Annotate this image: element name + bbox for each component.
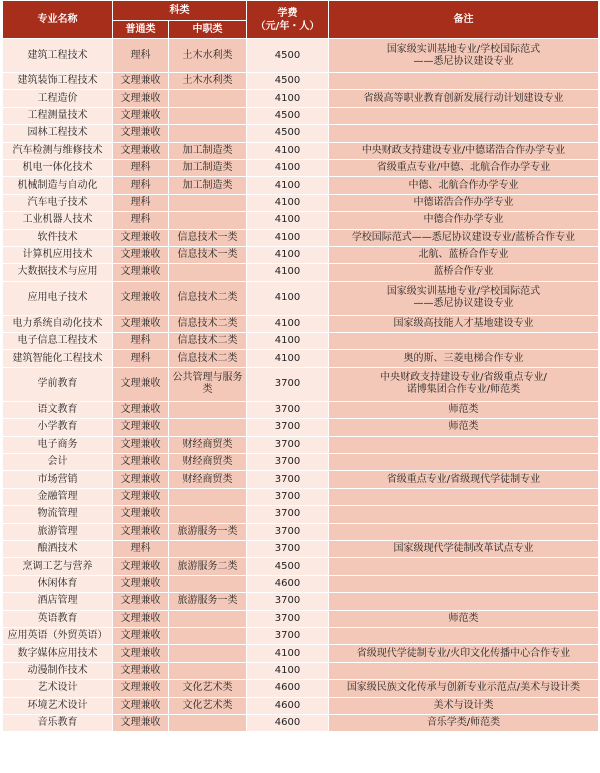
cell-vocational: 信息技术一类 <box>169 246 247 263</box>
cell-fee: 3700 <box>247 627 329 644</box>
cell-vocational <box>169 575 247 592</box>
cell-vocational <box>169 506 247 523</box>
cell-general: 文理兼收 <box>113 471 169 488</box>
note-line: ——悉尼协议建设专业 <box>413 298 514 310</box>
cell-fee: 4600 <box>247 714 329 731</box>
table-row <box>3 714 599 731</box>
cell-notes <box>329 367 599 401</box>
cell-notes <box>329 39 599 73</box>
cell-notes <box>329 662 599 679</box>
cell-notes <box>329 281 599 315</box>
table-row <box>3 401 599 418</box>
cell-fee: 4100 <box>247 177 329 194</box>
cell-general: 文理兼收 <box>113 610 169 627</box>
cell-fee: 4500 <box>247 558 329 575</box>
cell-general: 文理兼收 <box>113 125 169 142</box>
note-line: 师范类 <box>448 404 479 416</box>
cell-major: 工业机器人技术 <box>3 212 113 229</box>
table-row <box>3 436 599 453</box>
cell-fee: 3700 <box>247 488 329 505</box>
cell-vocational: 加工制造类 <box>169 142 247 159</box>
cell-major: 小学教育 <box>3 419 113 436</box>
cell-notes <box>329 488 599 505</box>
table-row <box>3 159 599 176</box>
table-row <box>3 523 599 540</box>
note-line: 国家级实训基地专业/学校国际范式 <box>386 286 541 298</box>
cell-fee: 4500 <box>247 107 329 124</box>
cell-vocational <box>169 401 247 418</box>
cell-vocational <box>169 662 247 679</box>
cell-vocational <box>169 627 247 644</box>
cell-major: 音乐教育 <box>3 714 113 731</box>
cell-fee: 3700 <box>247 471 329 488</box>
cell-notes <box>329 125 599 142</box>
cell-general: 文理兼收 <box>113 454 169 471</box>
cell-fee: 3700 <box>247 540 329 557</box>
header-fee-title: 学费 <box>277 7 298 19</box>
note-line: 中德、北航合作办学专业 <box>408 179 519 191</box>
cell-vocational <box>169 714 247 731</box>
header-category: 科类 <box>113 1 247 21</box>
note-line: 中德合作办学专业 <box>423 214 504 226</box>
cell-major: 汽车电子技术 <box>3 194 113 211</box>
cell-fee: 3700 <box>247 506 329 523</box>
note-line: 中央财政支持建设专业/中德诺浩合作办学专业 <box>361 144 566 156</box>
cell-notes <box>329 575 599 592</box>
cell-major: 汽车检测与维修技术 <box>3 142 113 159</box>
table-row <box>3 454 599 471</box>
table-body <box>3 39 599 732</box>
cell-notes <box>329 436 599 453</box>
cell-vocational <box>169 488 247 505</box>
table-row <box>3 73 599 90</box>
table-row <box>3 315 599 332</box>
cell-notes <box>329 680 599 697</box>
cell-vocational: 财经商贸类 <box>169 436 247 453</box>
cell-major: 物流管理 <box>3 506 113 523</box>
table-row <box>3 107 599 124</box>
header-vocational: 中职类 <box>169 21 247 39</box>
note-line: 学校国际范式——悉尼协议建设专业/蓝桥合作专业 <box>351 231 576 243</box>
table-row <box>3 246 599 263</box>
cell-general: 文理兼收 <box>113 627 169 644</box>
note-line: 国家级实训基地专业/学校国际范式 <box>386 43 541 55</box>
table-row <box>3 697 599 714</box>
table-header <box>3 1 599 39</box>
cell-major: 酒店管理 <box>3 593 113 610</box>
cell-notes <box>329 540 599 557</box>
table-row <box>3 593 599 610</box>
cell-fee: 4500 <box>247 39 329 73</box>
cell-notes <box>329 523 599 540</box>
cell-general: 文理兼收 <box>113 419 169 436</box>
cell-fee: 4500 <box>247 73 329 90</box>
cell-general: 理科 <box>113 194 169 211</box>
table-row <box>3 627 599 644</box>
header-fee-unit: （元/年・人） <box>255 20 320 32</box>
cell-vocational: 信息技术一类 <box>169 229 247 246</box>
table-row <box>3 680 599 697</box>
table-row <box>3 125 599 142</box>
note-line: 省级重点专业/省级现代学徒制专业 <box>386 473 541 485</box>
cell-general: 文理兼收 <box>113 264 169 281</box>
cell-notes <box>329 159 599 176</box>
cell-general: 文理兼收 <box>113 662 169 679</box>
cell-major: 金融管理 <box>3 488 113 505</box>
cell-general: 文理兼收 <box>113 281 169 315</box>
cell-major: 酿酒技术 <box>3 540 113 557</box>
note-line: ——悉尼协议建设专业 <box>413 55 514 67</box>
table-row <box>3 575 599 592</box>
cell-vocational: 文化艺术类 <box>169 680 247 697</box>
cell-fee: 3700 <box>247 401 329 418</box>
cell-vocational <box>169 264 247 281</box>
cell-major: 市场营销 <box>3 471 113 488</box>
cell-general: 文理兼收 <box>113 246 169 263</box>
cell-general: 文理兼收 <box>113 107 169 124</box>
cell-notes <box>329 333 599 350</box>
table-row <box>3 645 599 662</box>
cell-notes <box>329 264 599 281</box>
note-line: 国家级现代学徒制改革试点专业 <box>393 543 534 555</box>
note-line: 音乐学类/师范类 <box>426 717 501 729</box>
cell-notes <box>329 419 599 436</box>
cell-notes <box>329 194 599 211</box>
cell-vocational: 信息技术二类 <box>169 315 247 332</box>
cell-fee: 4100 <box>247 229 329 246</box>
table-row <box>3 488 599 505</box>
cell-general: 理科 <box>113 350 169 367</box>
cell-major: 艺术设计 <box>3 680 113 697</box>
note-line: 省级现代学徒制专业/火印文化传播中心合作专业 <box>356 647 571 659</box>
note-line: 省级重点专业/中德、北航合作办学专业 <box>376 162 551 174</box>
table-row <box>3 558 599 575</box>
cell-notes <box>329 558 599 575</box>
cell-vocational: 土木水利类 <box>169 73 247 90</box>
header-fee <box>247 1 329 39</box>
cell-fee: 3700 <box>247 610 329 627</box>
cell-notes <box>329 350 599 367</box>
cell-notes <box>329 645 599 662</box>
table-row <box>3 194 599 211</box>
note-line: 国家级高技能人才基地建设专业 <box>393 317 534 329</box>
cell-general: 理科 <box>113 540 169 557</box>
cell-major: 大数据技术与应用 <box>3 264 113 281</box>
cell-notes <box>329 315 599 332</box>
cell-general: 文理兼收 <box>113 645 169 662</box>
cell-fee: 3700 <box>247 454 329 471</box>
cell-general: 文理兼收 <box>113 714 169 731</box>
cell-notes <box>329 73 599 90</box>
cell-fee: 4100 <box>247 645 329 662</box>
table-row <box>3 142 599 159</box>
cell-major: 工程测量技术 <box>3 107 113 124</box>
table-row <box>3 90 599 107</box>
cell-fee: 4100 <box>247 194 329 211</box>
cell-fee: 3700 <box>247 367 329 401</box>
cell-fee: 4100 <box>247 264 329 281</box>
cell-major: 烹调工艺与营养 <box>3 558 113 575</box>
cell-major: 电子信息工程技术 <box>3 333 113 350</box>
cell-notes <box>329 142 599 159</box>
cell-general: 文理兼收 <box>113 142 169 159</box>
cell-general: 理科 <box>113 39 169 73</box>
cell-major: 数字媒体应用技术 <box>3 645 113 662</box>
header-major: 专业名称 <box>3 1 113 39</box>
cell-general: 文理兼收 <box>113 73 169 90</box>
cell-fee: 4600 <box>247 697 329 714</box>
cell-notes <box>329 471 599 488</box>
cell-major: 语文教育 <box>3 401 113 418</box>
note-line: 中德诺浩合作办学专业 <box>413 196 514 208</box>
table-row <box>3 540 599 557</box>
cell-major: 园林工程技术 <box>3 125 113 142</box>
cell-vocational <box>169 194 247 211</box>
cell-major: 建筑装饰工程技术 <box>3 73 113 90</box>
cell-general: 文理兼收 <box>113 523 169 540</box>
cell-general: 文理兼收 <box>113 488 169 505</box>
cell-major: 环境艺术设计 <box>3 697 113 714</box>
cell-notes <box>329 246 599 263</box>
cell-fee: 3700 <box>247 593 329 610</box>
cell-vocational: 旅游服务一类 <box>169 593 247 610</box>
cell-vocational: 信息技术二类 <box>169 281 247 315</box>
cell-major: 休闲体育 <box>3 575 113 592</box>
cell-fee: 4100 <box>247 333 329 350</box>
cell-fee: 4100 <box>247 315 329 332</box>
cell-notes <box>329 401 599 418</box>
cell-notes <box>329 90 599 107</box>
cell-major: 动漫制作技术 <box>3 662 113 679</box>
cell-vocational <box>169 125 247 142</box>
cell-fee: 4100 <box>247 350 329 367</box>
cell-general: 文理兼收 <box>113 506 169 523</box>
cell-major: 建筑智能化工程技术 <box>3 350 113 367</box>
cell-vocational: 旅游服务二类 <box>169 558 247 575</box>
cell-notes <box>329 714 599 731</box>
cell-major: 学前教育 <box>3 367 113 401</box>
cell-fee: 3700 <box>247 419 329 436</box>
cell-vocational: 信息技术二类 <box>169 350 247 367</box>
table-row <box>3 471 599 488</box>
table-row <box>3 264 599 281</box>
cell-vocational: 信息技术二类 <box>169 333 247 350</box>
cell-vocational: 旅游服务一类 <box>169 523 247 540</box>
cell-fee: 4100 <box>247 662 329 679</box>
cell-general: 文理兼收 <box>113 315 169 332</box>
table-row <box>3 229 599 246</box>
cell-notes <box>329 506 599 523</box>
cell-fee: 4500 <box>247 125 329 142</box>
table-row <box>3 350 599 367</box>
note-line: 蓝桥合作专业 <box>433 266 494 278</box>
cell-vocational <box>169 645 247 662</box>
cell-vocational <box>169 107 247 124</box>
note-line: 北航、蓝桥合作专业 <box>418 249 509 261</box>
table-row <box>3 281 599 315</box>
cell-notes <box>329 177 599 194</box>
cell-fee: 4100 <box>247 159 329 176</box>
table-row <box>3 39 599 73</box>
cell-notes <box>329 229 599 246</box>
cell-general: 文理兼收 <box>113 367 169 401</box>
note-line: 省级高等职业教育创新发展行动计划建设专业 <box>363 92 564 104</box>
cell-general: 文理兼收 <box>113 697 169 714</box>
cell-fee: 4100 <box>247 212 329 229</box>
cell-general: 理科 <box>113 159 169 176</box>
cell-major: 英语教育 <box>3 610 113 627</box>
cell-vocational <box>169 540 247 557</box>
cell-major: 电力系统自动化技术 <box>3 315 113 332</box>
cell-general: 理科 <box>113 177 169 194</box>
cell-major: 旅游管理 <box>3 523 113 540</box>
note-line: 师范类 <box>448 612 479 624</box>
cell-fee: 4100 <box>247 246 329 263</box>
header-notes: 备注 <box>329 1 599 39</box>
table-row <box>3 367 599 401</box>
cell-general: 理科 <box>113 212 169 229</box>
cell-fee: 3700 <box>247 523 329 540</box>
cell-notes <box>329 627 599 644</box>
cell-notes <box>329 454 599 471</box>
cell-notes <box>329 212 599 229</box>
cell-fee: 4100 <box>247 142 329 159</box>
cell-general: 文理兼收 <box>113 680 169 697</box>
table-row <box>3 662 599 679</box>
cell-vocational: 加工制造类 <box>169 177 247 194</box>
table-row <box>3 177 599 194</box>
note-line: 国家级民族文化传承与创新专业示范点/美术与设计类 <box>346 682 581 694</box>
cell-notes <box>329 610 599 627</box>
cell-major: 机电一体化技术 <box>3 159 113 176</box>
cell-general: 文理兼收 <box>113 436 169 453</box>
cell-major: 软件技术 <box>3 229 113 246</box>
cell-fee: 4100 <box>247 281 329 315</box>
header-general: 普通类 <box>113 21 169 39</box>
cell-vocational <box>169 212 247 229</box>
cell-vocational: 加工制造类 <box>169 159 247 176</box>
cell-general: 文理兼收 <box>113 593 169 610</box>
cell-general: 文理兼收 <box>113 575 169 592</box>
cell-notes <box>329 593 599 610</box>
cell-vocational <box>169 419 247 436</box>
cell-vocational: 财经商贸类 <box>169 454 247 471</box>
cell-fee: 3700 <box>247 436 329 453</box>
cell-general: 文理兼收 <box>113 558 169 575</box>
cell-major: 工程造价 <box>3 90 113 107</box>
cell-general: 理科 <box>113 333 169 350</box>
note-line: 诺博集团合作专业/师范类 <box>406 384 521 396</box>
table-row <box>3 333 599 350</box>
cell-vocational: 财经商贸类 <box>169 471 247 488</box>
cell-vocational: 文化艺术类 <box>169 697 247 714</box>
note-line: 师范类 <box>448 421 479 433</box>
cell-general: 文理兼收 <box>113 229 169 246</box>
tuition-table <box>2 0 599 732</box>
table-row <box>3 610 599 627</box>
cell-general: 文理兼收 <box>113 90 169 107</box>
cell-major: 机械制造与自动化 <box>3 177 113 194</box>
cell-vocational <box>169 90 247 107</box>
cell-major: 电子商务 <box>3 436 113 453</box>
cell-fee: 4100 <box>247 90 329 107</box>
cell-vocational: 公共管理与服务类 <box>169 367 247 401</box>
table-row <box>3 419 599 436</box>
table-row <box>3 506 599 523</box>
cell-major: 计算机应用技术 <box>3 246 113 263</box>
cell-notes <box>329 107 599 124</box>
cell-vocational: 土木水利类 <box>169 39 247 73</box>
cell-fee: 4600 <box>247 575 329 592</box>
cell-notes <box>329 697 599 714</box>
cell-major: 应用电子技术 <box>3 281 113 315</box>
table-row <box>3 212 599 229</box>
cell-general: 文理兼收 <box>113 401 169 418</box>
cell-major: 会计 <box>3 454 113 471</box>
cell-major: 应用英语（外贸英语） <box>3 627 113 644</box>
note-line: 中央财政支持建设专业/省级重点专业/ <box>380 372 547 384</box>
cell-major: 建筑工程技术 <box>3 39 113 73</box>
note-line: 奥的斯、三菱电梯合作专业 <box>403 352 524 364</box>
note-line: 美术与设计类 <box>433 699 494 711</box>
cell-vocational <box>169 610 247 627</box>
cell-fee: 4600 <box>247 680 329 697</box>
